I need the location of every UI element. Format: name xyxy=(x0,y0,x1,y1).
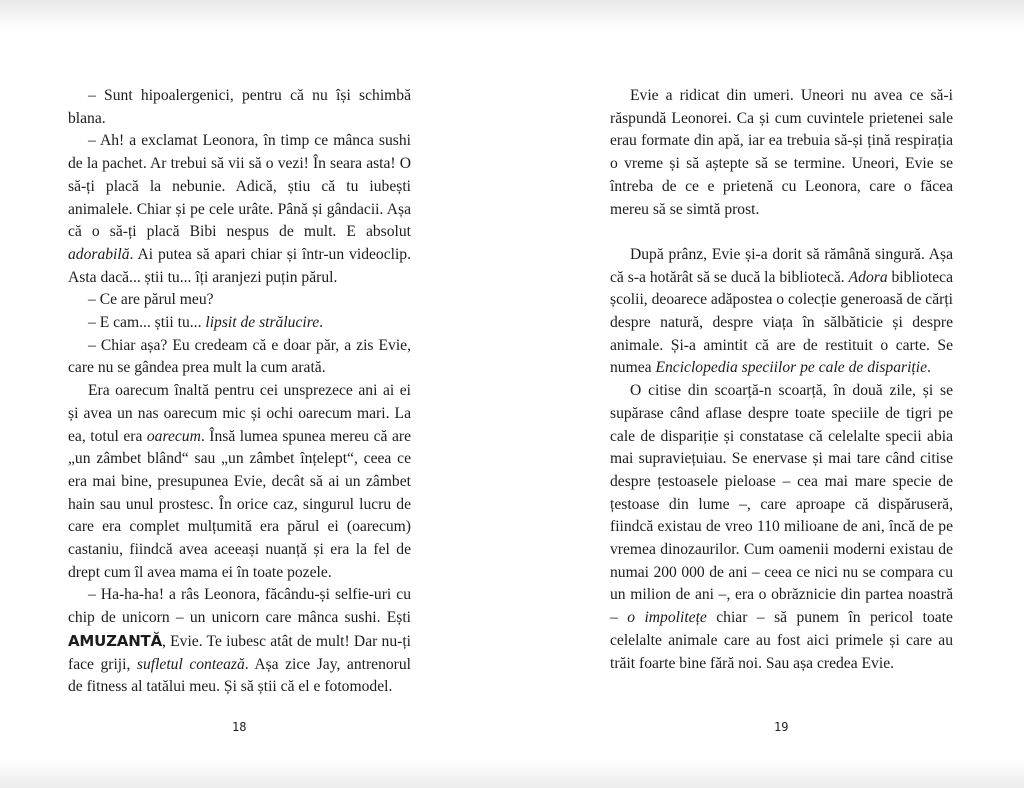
emphasis: Enciclopedia speciilor pe cale de dispariție xyxy=(655,359,927,377)
right-page xyxy=(610,85,953,675)
emphasis: sufletul contează xyxy=(136,655,245,673)
paragraph: Era oarecum înaltă pentru cei unsprezece ani ai ei și avea un nas oarecum mic și ochi oarecum mari. La ea, totul era oarecum. Însă lumea spunea mereu că are „un zâmbet blând“ sau „un zâmbet înțelept“, ceea ce era mai bine, presupunea Evie, decât să ai un zâmbet hain sau unul prostesc. În orice caz, singurul lucru de care era complet mulțumită era părul ei (oarecum) castaniu, fiindcă avea aceeași nuanță și era la fel de drept cum îl avea mama ei în toate pozele. xyxy=(68,382,411,581)
emphasis: Adora xyxy=(848,268,888,286)
paragraph: – E cam... știi tu... lipsit de strălucire. xyxy=(88,314,324,332)
emphasis: oarecum xyxy=(146,427,201,445)
page-number: 19 xyxy=(774,720,789,734)
left-page xyxy=(68,85,411,699)
paragraph: – Ce are părul meu? xyxy=(88,291,214,309)
paragraph: – Sunt hipoalergenici, pentru că nu își schimbă blana. xyxy=(68,87,411,127)
emphasis: lipsit de strălucire xyxy=(205,314,320,332)
paragraph: – Chiar așa? Eu credeam că e doar păr, a zis Evie, care nu se gândea prea mult la cum arată. xyxy=(68,336,411,377)
paragraph: Evie a ridicat din umeri. Uneori nu avea ce să-i răspundă Leonorei. Ca și cum cuvintele prietenei sale erau formate din apă, iar ea trebuia să-și țină respirația o vreme și să aștepte să se termine. Uneori, Evie se întreba de ce e prietenă cu Leonora, care o făcea mereu să se simtă prost. xyxy=(610,87,953,218)
paragraph: – Ha-ha-ha! a râs Leonora, făcându-și selfie-uri cu chip de unicorn – un unicorn care mânca sushi. Ești AMUZANTĂ, Evie. Te iubesc atât de mult! Dar nu-ți face griji, sufletul contează. Așa zice Jay, antrenorul de fitness al tatălui meu. Și să știi că el e fotomodel. xyxy=(68,586,411,696)
page-number: 18 xyxy=(232,720,247,734)
paragraph: După prânz, Evie și-a dorit să rămână singură. Așa că s-a hotărât să se ducă la bibliotecă. Adora biblioteca școlii, deoarece adăpostea o colecție generoasă de cărți despre natură, despre viața în sălbăticie și despre animale. Și-a amintit că are de restituit o carte. Se numea Enciclopedia speciilor pe cale de dispariție. xyxy=(610,245,953,377)
paragraph: – Ah! a exclamat Leonora, în timp ce mânca sushi de la pachet. Ar trebui să vii să o vezi! În seara asta! O să-ți placă la nebunie. Adică, știu că tu iubești animalele. Chiar și pe cele urâte. Până și gândacii. Așa că o să-ți placă Bibi nespus de mult. E absolut adorabilă. Ai putea să apari chiar și într-un videoclip. Asta dacă... știi tu... îți aranjezi puțin părul. xyxy=(68,132,411,286)
paragraph: O citise din scoarță-n scoarță, în două zile, și se supărase când aflase despre toate speciile de tigri pe cale de dispariție și constatase că celelalte specii abia mai supraviețuiau. Se enervase și mai tare când citise despre țestoasele pieloase – cea mai mare specie de țestoase din lume –, care aproape că dispăruseră, fiindcă existau de vreo 110 milioane de ani, încă de pe vremea dinozaurilor. Cum oamenii moderni existau de numai 200 000 de ani – ceea ce nici nu se compara cu un milion de ani –, era o obrăznicie din partea noastră – o impolitețe chiar – să punem în pericol toate celelalte animale care au fost aici primele și care au trăit foarte bine fără noi. Sau așa credea Evie. xyxy=(610,382,953,672)
display-word: AMUZANTĂ xyxy=(68,631,162,650)
emphasis: o impolitețe xyxy=(627,609,707,627)
emphasis: adorabilă xyxy=(68,245,130,263)
